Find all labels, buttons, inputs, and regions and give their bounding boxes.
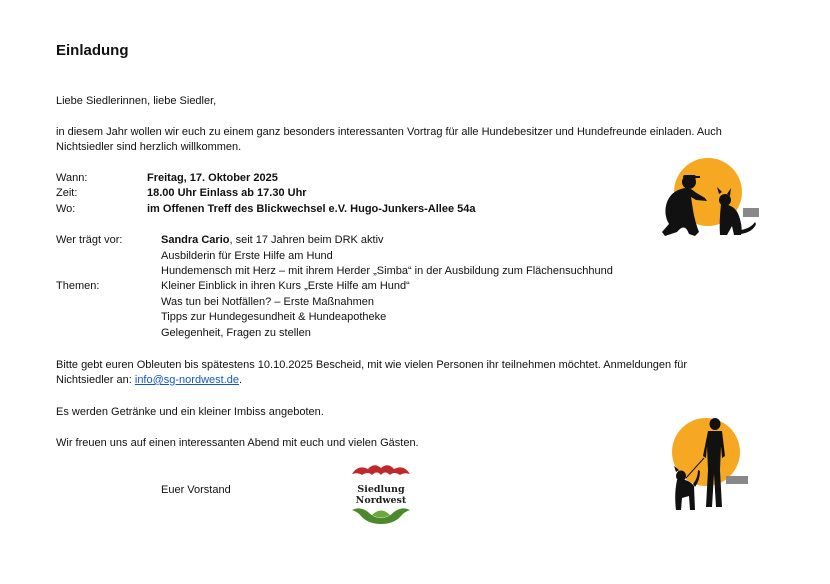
speaker-label: Wer trägt vor: — [56, 234, 123, 246]
refreshments-text: Es werden Getränke und ein kleiner Imbiss angeboten. — [56, 406, 324, 418]
trainer-dog-illustration — [655, 152, 765, 242]
speaker-intro — [161, 234, 384, 246]
email-link[interactable]: info@sg-nordwest.de — [134, 374, 239, 386]
topics-label: Themen: — [56, 280, 100, 292]
speaker-line: Ausbilderin für Erste Hilfe am Hund — [161, 250, 333, 262]
walker-dog-illustration — [664, 412, 759, 512]
closing-text: Wir freuen uns auf einen interessanten Abend mit euch und vielen Gästen. — [56, 437, 419, 449]
siedlung-nordwest-logo — [346, 460, 416, 526]
time-value: 18.00 Uhr Einlass ab 17.30 Uhr — [147, 187, 307, 199]
topic-item: Tipps zur Hundegesundheit & Hundeapotheke — [161, 311, 387, 323]
where-label: Wo: — [56, 203, 76, 215]
when-value: Freitag, 17. Oktober 2025 — [147, 172, 278, 184]
intro-line-1: in diesem Jahr wollen wir euch zu einem ganz besonders interessanten Vortrag für alle Hundebesitzer und Hundefreunde einladen. Auch — [56, 126, 722, 138]
intro-line-2: Nichtsiedler sind herzlich willkommen. — [56, 141, 242, 153]
speaker-name: Sandra Cario — [161, 234, 230, 246]
time-label: Zeit: — [56, 187, 78, 199]
speaker-line: Hundemensch mit Herz – mit ihrem Herder „Simba“ in der Ausbildung zum Flächensuchhund — [161, 265, 613, 277]
registration-prefix: Nichtsiedler an: — [56, 374, 135, 386]
where-value: im Offenen Treff des Blickwechsel e.V. Hugo-Junkers-Allee 54a — [147, 203, 476, 215]
registration-suffix: . — [238, 374, 243, 386]
topic-item: Was tun bei Notfällen? – Erste Maßnahmen — [161, 296, 374, 308]
logo-line-1: Siedlung — [357, 484, 405, 495]
logo-line-2: Nordwest — [355, 495, 407, 506]
topic-item: Gelegenheit, Fragen zu stellen — [161, 327, 311, 339]
badge-icon — [726, 476, 748, 484]
logo-leaves-shape — [352, 508, 410, 524]
registration-line-1: Bitte gebt euren Obleuten bis spätestens 10.10.2025 Bescheid, mit wie vielen Personen ihr teilnehmen möchtet. Anmeldungen für — [56, 359, 688, 371]
registration-line-2 — [56, 373, 242, 388]
when-label: Wann: — [56, 172, 88, 184]
page-title: Einladung — [56, 42, 129, 59]
greeting: Liebe Siedlerinnen, liebe Siedler, — [56, 95, 217, 107]
logo-roof-shape — [352, 465, 410, 475]
topic-item: Kleiner Einblick in ihren Kurs „Erste Hilfe am Hund“ — [161, 280, 410, 292]
badge-icon — [743, 208, 759, 217]
signature: Euer Vorstand — [161, 484, 231, 496]
speaker-name-suffix: , seit 17 Jahren beim DRK aktiv — [229, 234, 384, 246]
